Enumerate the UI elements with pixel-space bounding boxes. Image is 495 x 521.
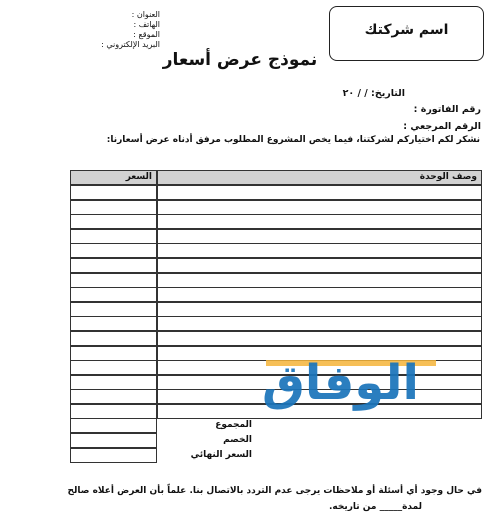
discount-value-cell[interactable]: [70, 433, 157, 448]
table-row: [70, 331, 482, 346]
reference-number-field: الرقم المرجعي :: [403, 121, 481, 132]
contact-block: [70, 10, 160, 50]
sum-value-cell[interactable]: [70, 418, 157, 433]
sum-label: المجموع: [215, 420, 252, 430]
price-cell[interactable]: [70, 346, 157, 361]
table-row: [70, 273, 482, 288]
table-row: [70, 185, 482, 200]
table-header: [70, 170, 482, 185]
table-row: [70, 243, 482, 258]
phone-label: الهاتف :: [133, 20, 160, 29]
address-label: العنوان :: [131, 10, 160, 19]
description-cell[interactable]: [157, 243, 482, 258]
price-cell[interactable]: [70, 389, 157, 404]
price-cell[interactable]: [70, 185, 157, 200]
discount-label: الخصم: [223, 435, 252, 445]
description-cell[interactable]: [157, 287, 482, 302]
price-cell[interactable]: [70, 287, 157, 302]
final-price-label: السعر النهائي: [190, 450, 252, 460]
validity-note-line-1: في حال وجود أي أسئلة أو ملاحظات يرجى عدم التردد بالاتصال بنا. علماً بأن العرض أعلاه صالح: [67, 486, 482, 496]
table-row: [70, 316, 482, 331]
price-cell[interactable]: [70, 258, 157, 273]
price-cell[interactable]: [70, 360, 157, 375]
price-cell[interactable]: [70, 375, 157, 390]
table-row: [70, 200, 482, 215]
total-row-discount: [70, 433, 482, 448]
description-cell[interactable]: [157, 229, 482, 244]
document-title: نموذج عرض أسعار: [162, 50, 318, 70]
email-label: البريد الإلكتروني :: [101, 40, 160, 49]
validity-period-text: لمدة_____ من تاريخه.: [328, 502, 422, 512]
final-price-value-cell[interactable]: [70, 448, 157, 463]
description-cell[interactable]: [157, 273, 482, 288]
price-cell[interactable]: [70, 316, 157, 331]
company-name: اسم شركتك: [364, 22, 449, 38]
price-cell[interactable]: [70, 200, 157, 215]
description-cell[interactable]: [157, 214, 482, 229]
price-cell[interactable]: [70, 331, 157, 346]
price-cell[interactable]: [70, 302, 157, 317]
description-cell[interactable]: [157, 316, 482, 331]
price-cell[interactable]: [70, 214, 157, 229]
price-cell[interactable]: [70, 243, 157, 258]
description-cell[interactable]: [157, 302, 482, 317]
price-cell[interactable]: [70, 229, 157, 244]
table-row: [70, 258, 482, 273]
invoice-number-field: رقم الفاتورة :: [413, 104, 481, 115]
table-row: [70, 287, 482, 302]
total-row-final: [70, 448, 482, 463]
total-row-sum: [70, 418, 482, 433]
table-row: [70, 302, 482, 317]
description-cell[interactable]: [157, 185, 482, 200]
watermark-logo: الوفاق: [262, 355, 419, 411]
header-description: وصف الوحدة: [157, 170, 482, 185]
price-cell[interactable]: [70, 404, 157, 419]
table-row: [70, 214, 482, 229]
price-cell[interactable]: [70, 273, 157, 288]
description-cell[interactable]: [157, 200, 482, 215]
intro-text: نشكر لكم اختياركم لشركتنا، فيما يخص المشروع المطلوب مرفق أدناه عرض أسعارنا:: [106, 135, 480, 145]
website-label: الموقع :: [133, 30, 160, 39]
description-cell[interactable]: [157, 331, 482, 346]
description-cell[interactable]: [157, 258, 482, 273]
header-price: السعر: [70, 170, 157, 185]
table-row: [70, 229, 482, 244]
date-field: التاريخ: / / ٢٠: [342, 88, 405, 99]
